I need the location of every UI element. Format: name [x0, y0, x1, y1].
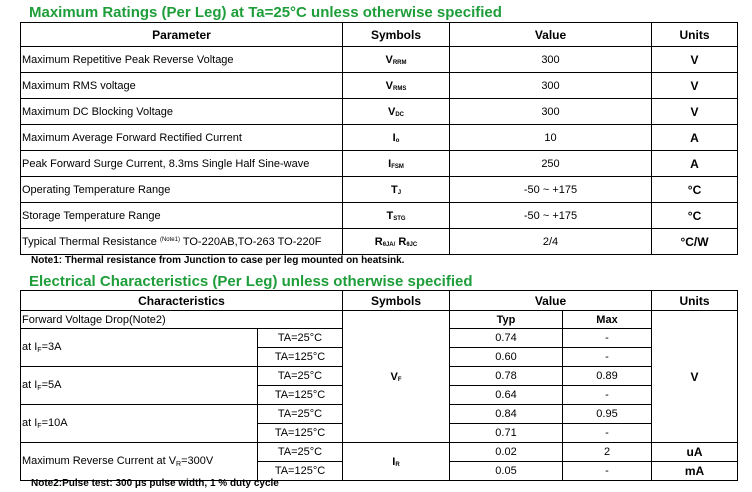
table-row: [21, 99, 738, 125]
symbol-cell: $T_{STG}$: [343, 203, 450, 229]
typ-cell: 0.02: [450, 443, 563, 462]
table-row: [21, 177, 738, 203]
max-cell: -: [563, 329, 652, 348]
table-row: [21, 47, 738, 73]
note1: Note1: Thermal resistance from Junction to case per leg mounted on heatsink.: [31, 255, 405, 266]
ta-cell: TA=25°C: [258, 367, 343, 386]
note2: Note2:Pulse test: 300 μs pulse width, 1 % duty cycle: [31, 478, 279, 489]
typ-cell: 0.84: [450, 405, 563, 424]
unit-cell: V: [652, 73, 738, 99]
max-cell: 0.89: [563, 367, 652, 386]
symbol-cell: $I_{FSM}$: [343, 151, 450, 177]
ta-cell: TA=125°C: [258, 386, 343, 405]
forward-voltage-drop-label: Forward Voltage Drop(Note2): [21, 311, 343, 329]
max-cell: 2: [563, 443, 652, 462]
symbol-cell: $T_J$: [343, 177, 450, 203]
unit-cell: °C: [652, 203, 738, 229]
ta-cell: TA=125°C: [258, 462, 343, 481]
header-units: Units: [652, 23, 738, 47]
condition-if-3a: at IF=3A: [21, 329, 258, 367]
vf-symbol: $V_F$: [343, 311, 450, 443]
ta-cell: TA=25°C: [258, 405, 343, 424]
header-max: Max: [563, 311, 652, 329]
parameter-cell: Operating Temperature Range: [21, 177, 343, 203]
maximum-ratings-title: Maximum Ratings (Per Leg) at Ta=25°C unless otherwise specified: [29, 4, 502, 21]
header-symbols: Symbols: [343, 291, 450, 311]
unit-cell: A: [652, 151, 738, 177]
header-value: Value: [450, 23, 652, 47]
ta-cell: TA=25°C: [258, 443, 343, 462]
ta-cell: TA=125°C: [258, 348, 343, 367]
value-cell: 300: [450, 73, 652, 99]
value-cell: 300: [450, 47, 652, 73]
table-row: [21, 203, 738, 229]
header-characteristics: Characteristics: [21, 291, 343, 311]
unit-cell: °C/W: [652, 229, 738, 255]
unit-cell: °C: [652, 177, 738, 203]
parameter-cell: Peak Forward Surge Current, 8.3ms Single Half Sine-wave: [21, 151, 343, 177]
typ-cell: 0.05: [450, 462, 563, 481]
electrical-characteristics-table: [20, 290, 738, 481]
unit-cell: V: [652, 99, 738, 125]
vf-unit: V: [652, 311, 738, 443]
value-cell: -50 ~ +175: [450, 177, 652, 203]
parameter-cell: Storage Temperature Range: [21, 203, 343, 229]
table-row: [21, 443, 738, 462]
value-cell: 2/4: [450, 229, 652, 255]
value-cell: 250: [450, 151, 652, 177]
parameter-cell: Maximum DC Blocking Voltage: [21, 99, 343, 125]
symbol-cell: $V_{RRM}$: [343, 47, 450, 73]
typ-cell: 0.64: [450, 386, 563, 405]
header-typ: Typ: [450, 311, 563, 329]
electrical-characteristics-title: Electrical Characteristics (Per Leg) unless otherwise specified: [29, 273, 473, 290]
value-cell: -50 ~ +175: [450, 203, 652, 229]
header-symbols: Symbols: [343, 23, 450, 47]
typ-cell: 0.78: [450, 367, 563, 386]
condition-if-10a: at IF=10A: [21, 405, 258, 443]
maximum-ratings-table: [20, 22, 738, 255]
ir-symbol: $I_R$: [343, 443, 450, 481]
header-value: Value: [450, 291, 652, 311]
ta-cell: TA=125°C: [258, 424, 343, 443]
parameter-cell: Maximum RMS voltage: [21, 73, 343, 99]
condition-if-5a: at IF=5A: [21, 367, 258, 405]
typ-cell: 0.74: [450, 329, 563, 348]
value-cell: 10: [450, 125, 652, 151]
max-cell: 0.95: [563, 405, 652, 424]
unit-cell: A: [652, 125, 738, 151]
table-row: [21, 229, 738, 255]
header-units: Units: [652, 291, 738, 311]
unit-cell: V: [652, 47, 738, 73]
value-cell: 300: [450, 99, 652, 125]
unit-cell: mA: [652, 462, 738, 481]
parameter-cell: Maximum Average Forward Rectified Current: [21, 125, 343, 151]
condition-reverse-current: Maximum Reverse Current at VR=300V: [21, 443, 258, 481]
parameter-cell: Typical Thermal Resistance $^{(Note1)}$ TO-220AB,TO-263 TO-220F: [21, 229, 343, 255]
table-row: [21, 73, 738, 99]
unit-cell: uA: [652, 443, 738, 462]
parameter-cell: Maximum Repetitive Peak Reverse Voltage: [21, 47, 343, 73]
max-cell: -: [563, 424, 652, 443]
max-cell: -: [563, 348, 652, 367]
typ-cell: 0.71: [450, 424, 563, 443]
header-parameter: Parameter: [21, 23, 343, 47]
symbol-cell: $I_o$: [343, 125, 450, 151]
ta-cell: TA=25°C: [258, 329, 343, 348]
symbol-cell: $V_{DC}$: [343, 99, 450, 125]
table-row: [21, 125, 738, 151]
symbol-cell: $R_{\theta JA/}$ $R_{\theta JC}$: [343, 229, 450, 255]
typ-cell: 0.60: [450, 348, 563, 367]
table-row: [21, 151, 738, 177]
max-cell: -: [563, 386, 652, 405]
max-cell: -: [563, 462, 652, 481]
symbol-cell: $V_{RMS}$: [343, 73, 450, 99]
